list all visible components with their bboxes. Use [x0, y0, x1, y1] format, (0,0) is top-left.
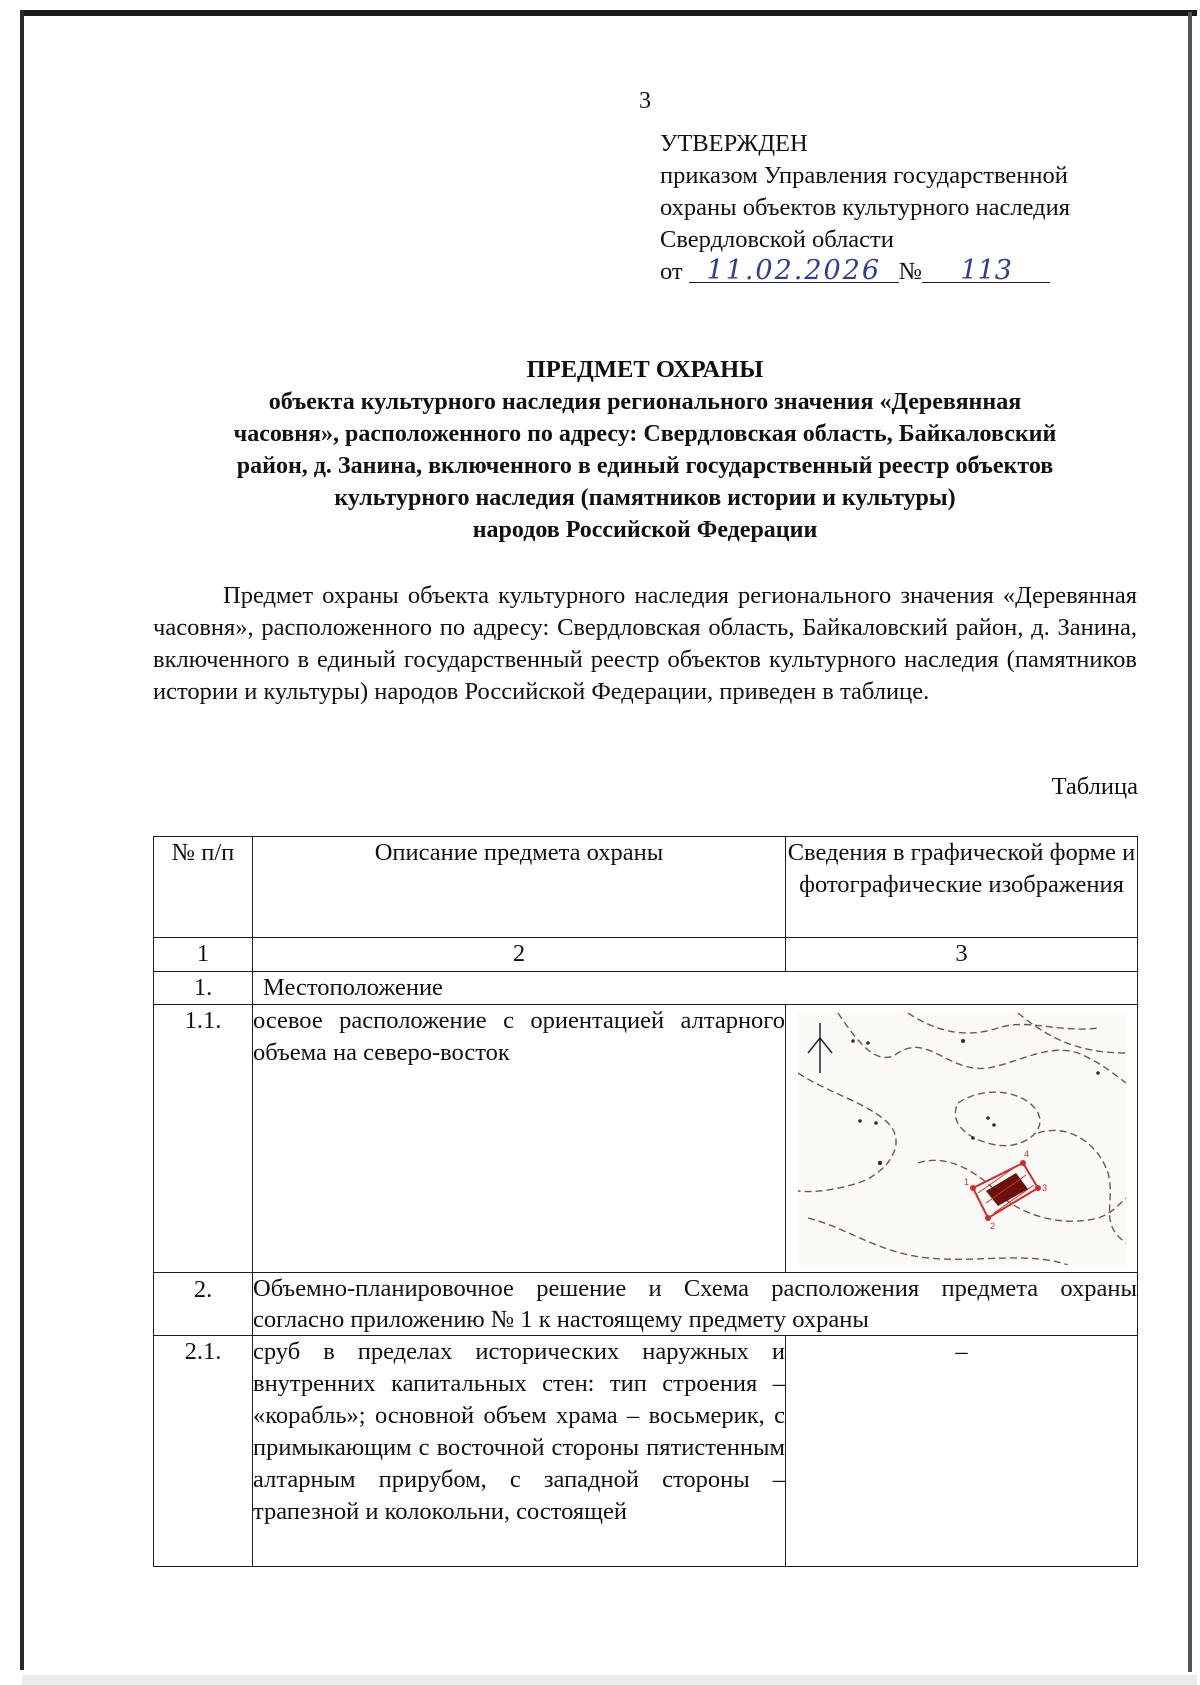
scan-border-bottom [22, 1675, 1197, 1685]
document-title [150, 354, 1140, 546]
table-row [154, 1336, 1138, 1567]
date-prefix: от [660, 258, 683, 285]
row-number: 2.1. [154, 1336, 253, 1567]
protection-table [153, 836, 1138, 1567]
approval-date-line [660, 256, 1140, 288]
row-graphic: – [786, 1336, 1138, 1567]
page-number: 3 [639, 88, 651, 114]
column-number-row [154, 938, 1138, 972]
title-line-4: культурного наследия (памятников истории и культуры) [334, 485, 956, 511]
handwritten-number: 113 [922, 258, 1050, 283]
table-header-row [154, 837, 1138, 938]
approval-line-1: приказом Управления государственной [660, 162, 1068, 189]
title-main: ПРЕДМЕТ ОХРАНЫ [526, 356, 764, 383]
approval-line-3: Свердловской области [660, 226, 894, 253]
row-number: 2. [154, 1273, 253, 1336]
row-section-title: Объемно-планировочное решение и Схема расположения предмета охраны согласно приложению № 1 к настоящему предмету охраны [253, 1273, 1138, 1336]
column-number-3: 3 [786, 938, 1138, 972]
vertex-label: 3 [1041, 1183, 1047, 1193]
row-number: 1.1. [154, 1005, 253, 1273]
intro-paragraph: Предмет охраны объекта культурного наследия регионального значения «Деревянная часовня», расположенного по адресу: Свердловская область, Байкаловский район, д. Занина, включенного в единый государственный реестр объектов культурного наследия (памятников истории и культуры) народов Российской Федерации, приведен в таблице. [153, 582, 1137, 705]
approval-block [660, 128, 1140, 288]
approval-line-2: охраны объектов культурного наследия [660, 194, 1071, 221]
title-line-3: район, д. Занина, включенного в единый государственный реестр объектов [236, 453, 1054, 479]
title-line-2: часовня», расположенного по адресу: Свердловская область, Байкаловский [233, 421, 1057, 447]
row-section-title: Местоположение [253, 972, 1138, 1005]
vertex-label: 2 [989, 1221, 995, 1231]
scan-border-left [20, 10, 24, 1670]
site-plan-map [798, 1013, 1126, 1265]
map-background [798, 1013, 1126, 1265]
table-caption: Таблица [1051, 773, 1138, 800]
row-number: 1. [154, 972, 253, 1005]
table-row [154, 1005, 1138, 1273]
header-number: № п/п [154, 837, 253, 938]
vertex-label: 4 [1023, 1149, 1029, 1159]
row-description: сруб в пределах исторических наружных и внутренних капитальных стен: тип строения – «корабль»; основной объем храма – восьмерик, с примыкающим с восточной стороны пятистенным алтарным прирубом, с западной стороны – трапезной и колокольни, состоящей [253, 1336, 786, 1567]
handwritten-date: 11.02.2026 [689, 258, 899, 283]
number-prefix: № [898, 258, 923, 285]
header-graphics: Сведения в графической форме и фотографические изображения [786, 837, 1138, 938]
table-row [154, 972, 1138, 1005]
header-description: Описание предмета охраны [253, 837, 786, 938]
approval-heading: УТВЕРЖДЕН [660, 130, 808, 157]
scan-border-right [1188, 12, 1192, 1672]
vertex-label: 1 [963, 1177, 969, 1187]
column-number-1: 1 [154, 938, 253, 972]
title-line-5: народов Российской Федерации [472, 517, 818, 543]
scan-border-top [22, 10, 1197, 16]
site-plan-image [786, 1005, 1138, 1273]
title-line-1: объекта культурного наследия регионального значения «Деревянная [268, 389, 1022, 415]
row-description: осевое расположение с ориентацией алтарного объема на северо-восток [253, 1005, 786, 1273]
table-row [154, 1273, 1138, 1336]
column-number-2: 2 [253, 938, 786, 972]
